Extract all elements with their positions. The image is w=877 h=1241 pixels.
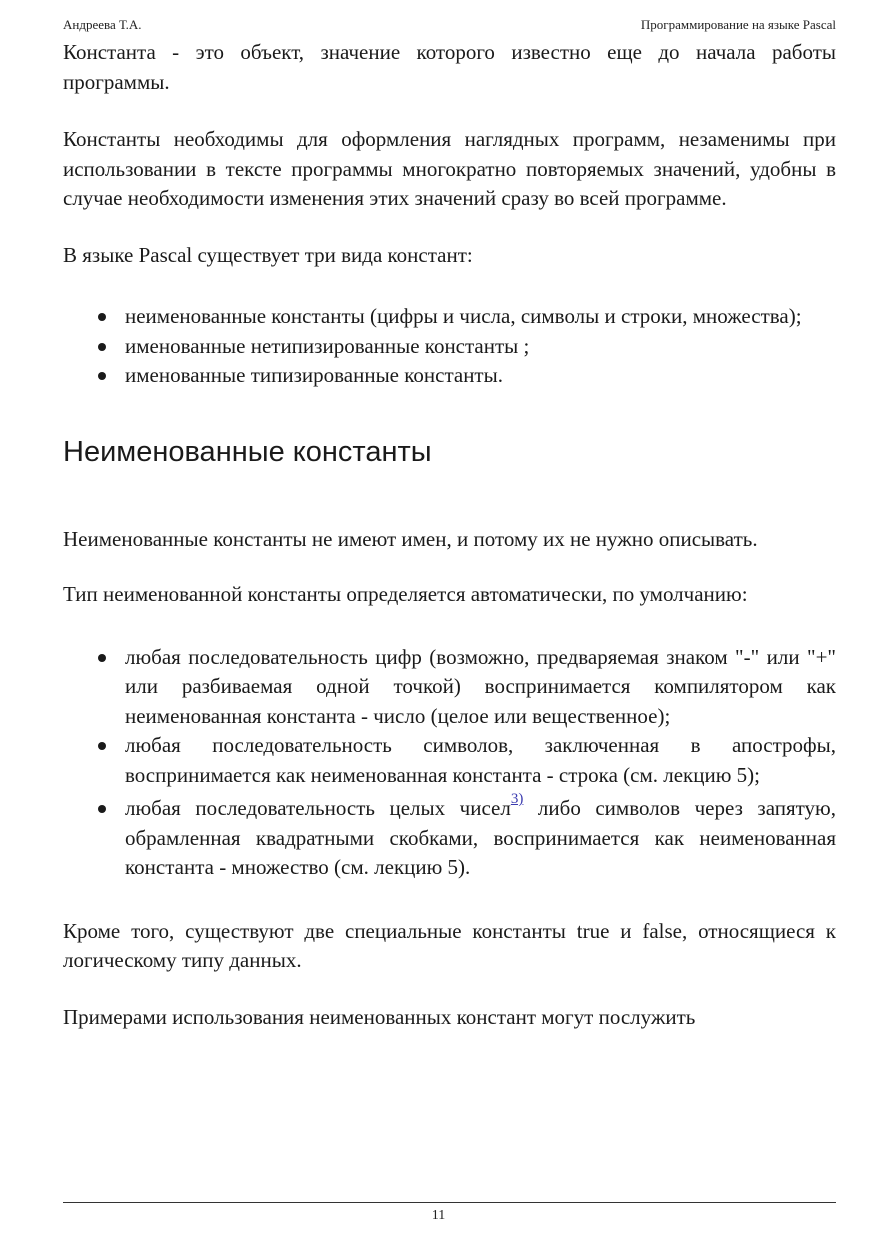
constant-kinds-list [63,302,836,391]
type-rules-list [63,643,836,883]
list-item-text: именованные нетипизированные константы ; [125,333,530,358]
header-course-title: Программирование на языке Pascal [640,17,836,32]
paragraph-constant-definition: Константа - это объект, значение которого известно еще до начала работы программы. [63,40,836,94]
footnote-link[interactable]: 3) [510,791,524,807]
list-item-text: любая последовательность символов, заключенная в апострофы, воспринимается как неименованная константа - строка (см. лекцию 5); [125,733,836,787]
paragraph-boolean-constants: Кроме того, существуют две специальные константы true и false, относящиеся к логическому типу данных. [63,918,836,972]
bullet-icon [98,805,106,813]
paragraph-constant-kinds-intro: В языке Pascal существует три вида констант: [63,242,473,267]
footer-divider [63,1202,836,1203]
list-item-text: неименованные константы (цифры и числа, символы и строки, множества); [125,304,802,328]
bullet-icon [98,654,106,662]
paragraph-type-default: Тип неименованной константы определяется автоматически, по умолчанию: [63,582,748,606]
list-item [63,643,836,732]
list-item-text: именованные типизированные константы. [125,363,503,387]
bullet-icon [98,313,106,321]
page-number: 11 [431,1208,446,1223]
list-item [63,332,836,362]
list-item [63,731,836,790]
paragraph-unnamed-no-names: Неименованные константы не имеют имен, и потому их не нужно описывать. [63,526,758,551]
list-item-text-end: либо символов через запятую, обрамленная квадратными скобками, воспринимается как неименованная константа - множество (см. лекцию 5). [125,796,836,879]
list-item-text: любая последовательность цифр (возможно, предваряемая знаком "-" или "+" или разбиваемая одной точкой) воспринимается компилятором как неименованная константа - число (целое или вещественное); [125,644,836,728]
paragraph-constants-purpose: Константы необходимы для оформления наглядных программ, незаменимы при использовании в тексте программы многократно повторяемых значений, удобны в случае необходимости изменения этих значений сразу во всей программе. [63,127,836,210]
section-heading: Неименованные константы [63,435,432,468]
list-item [63,302,836,332]
list-item-text-start: любая последовательность целых чисел [125,796,511,820]
paragraph-examples: Примерами использования неименованных констант могут послужить [63,1004,696,1029]
bullet-icon [98,372,106,380]
header-author: Андреева Т.А. [63,17,142,32]
list-item [63,791,836,883]
bullet-icon [98,742,106,750]
page-content [63,38,836,1032]
bullet-icon [98,343,106,351]
footnote-reference [511,791,524,807]
list-item [63,361,836,391]
